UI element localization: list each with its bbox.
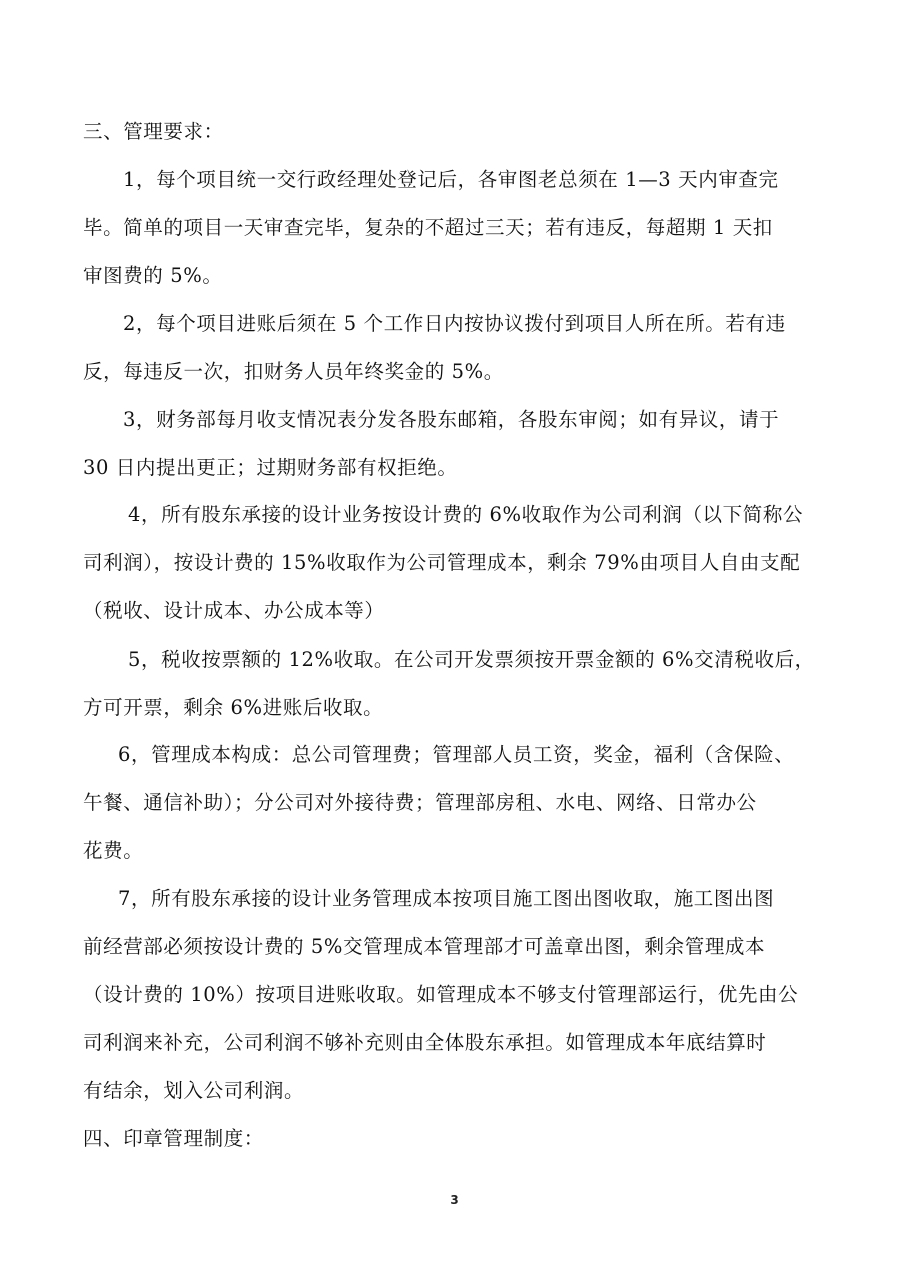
paragraph-line: 2，每个项目进账后须在 5 个工作日内按协议拨付到项目人所在所。若有违: [123, 312, 786, 335]
paragraph-line: 30 日内提出更正；过期财务部有权拒绝。: [83, 456, 458, 479]
page-number: 3: [450, 1193, 459, 1207]
paragraph-line: 毕。简单的项目一天审查完毕，复杂的不超过三天；若有违反，每超期 1 天扣: [83, 216, 773, 239]
paragraph-line: 前经营部必须按设计费的 5%交管理成本管理部才可盖章出图，剩余管理成本: [83, 935, 766, 958]
paragraph-line: 6，管理成本构成：总公司管理费；管理部人员工资，奖金，福利（含保险、: [118, 743, 795, 766]
paragraph-line: 午餐、通信补助）；分公司对外接待费；管理部房租、水电、网络、日常办公: [83, 791, 757, 814]
paragraph-line: 花费。: [83, 839, 144, 862]
paragraph-line: 有结余，划入公司利润。: [83, 1079, 305, 1102]
paragraph-line: 7，所有股东承接的设计业务管理成本按项目施工图出图收取，施工图出图: [118, 887, 775, 910]
paragraph-line: 司利润来补充，公司利润不够补充则由全体股东承担。如管理成本年底结算时: [83, 1031, 767, 1054]
paragraph-line: 审图费的 5%。: [83, 264, 223, 287]
paragraph-line: 4，所有股东承接的设计业务按设计费的 6%收取作为公司利润（以下简称公: [128, 503, 804, 526]
section-heading-seal-management: 四、印章管理制度：: [83, 1127, 264, 1150]
paragraph-line: 5，税收按票额的 12%收取。在公司开发票须按开票金额的 6%交清税收后，: [128, 648, 815, 671]
paragraph-line: （税收、设计成本、办公成本等）: [83, 599, 385, 622]
paragraph-line: （设计费的 10%）按项目进账收取。如管理成本不够支付管理部运行，优先由公: [83, 983, 799, 1006]
paragraph-line: 方可开票，剩余 6%进账后收取。: [83, 696, 384, 719]
section-heading-management-requirements: 三、管理要求：: [83, 120, 224, 143]
paragraph-line: 司利润），按设计费的 15%收取作为公司管理成本，剩余 79%由项目人自由支配: [83, 551, 801, 574]
paragraph-line: 3，财务部每月收支情况表分发各股东邮箱，各股东审阅；如有异议，请于: [123, 408, 780, 431]
paragraph-line: 1，每个项目统一交行政经理处登记后，各审图老总须在 1—3 天内审查完: [123, 168, 779, 191]
paragraph-line: 反，每违反一次，扣财务人员年终奖金的 5%。: [83, 360, 504, 383]
